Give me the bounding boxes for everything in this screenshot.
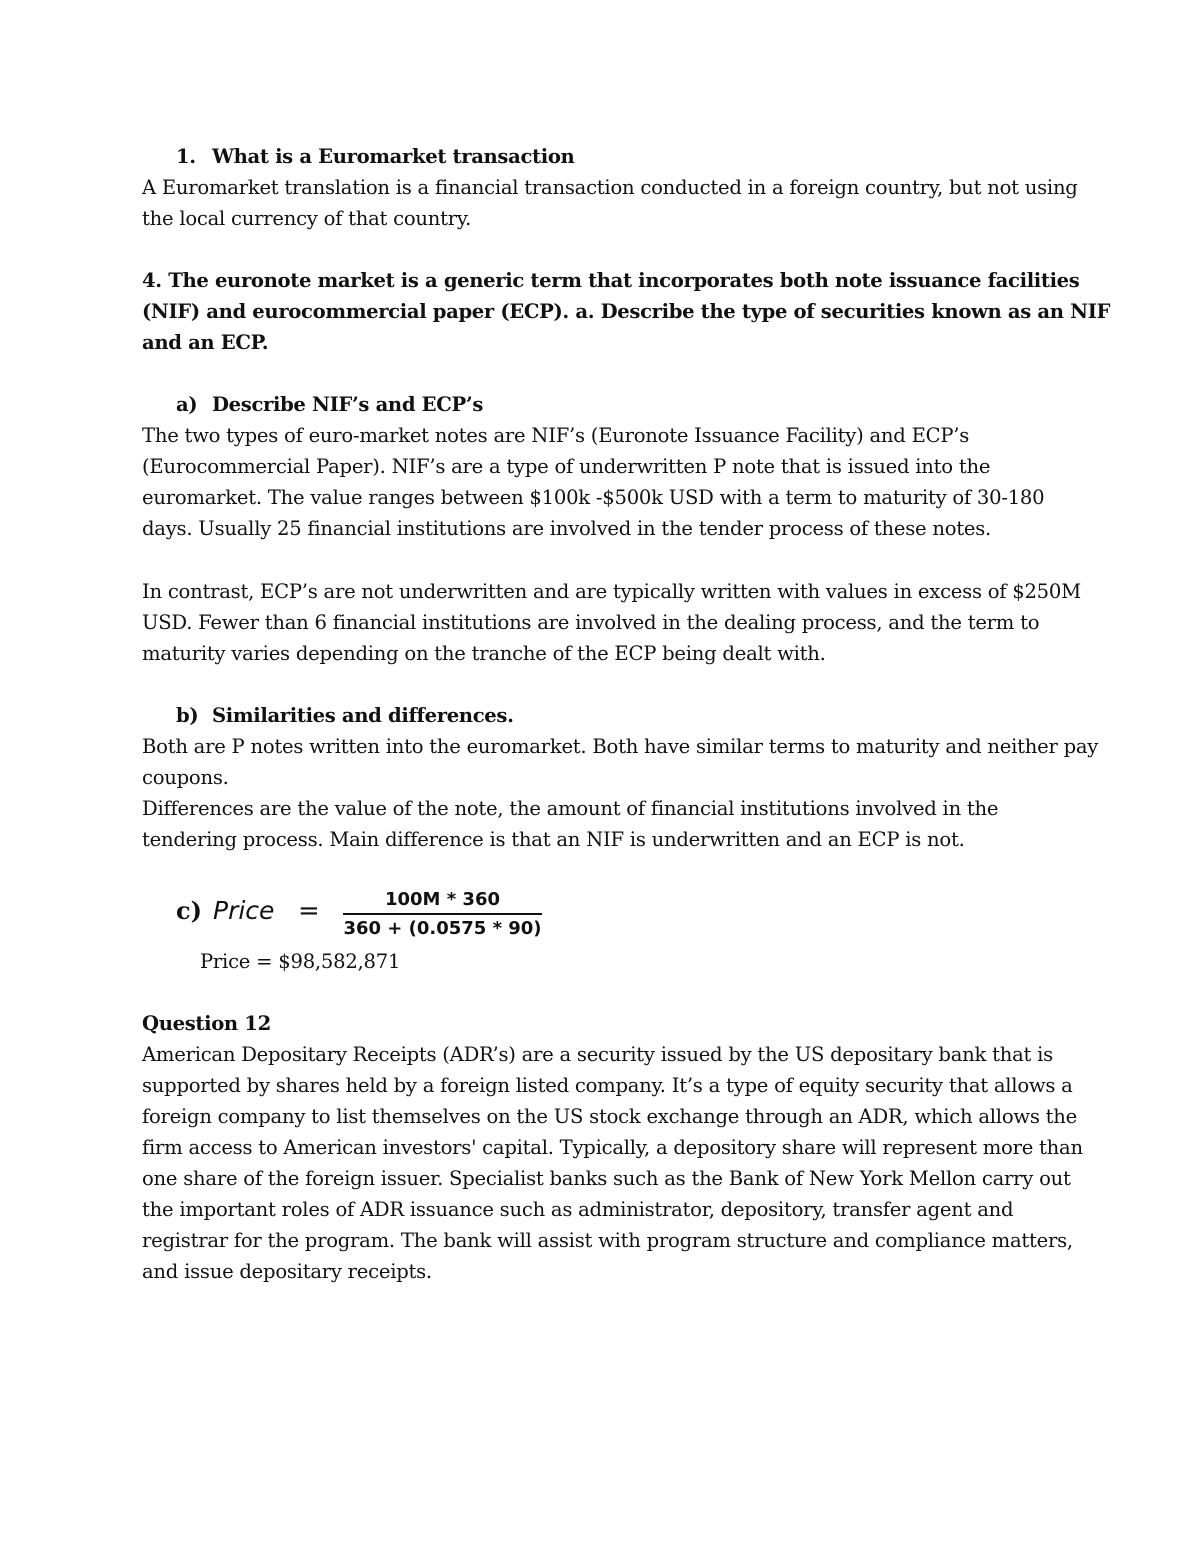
part-b-line-2: coupons. — [142, 766, 229, 789]
fraction-numerator: 100M * 360 — [384, 889, 500, 910]
q12-line-7: registrar for the program. The bank will assist with program structure and compliance matters, — [142, 1229, 1073, 1252]
q12-line-1: American Depositary Receipts (ADR’s) are a security issued by the US depositary bank that is — [142, 1043, 1053, 1066]
equation-lhs: Price — [213, 896, 275, 925]
part-c-marker: c) — [176, 896, 202, 925]
q12-line-8: and issue depositary receipts. — [142, 1260, 432, 1283]
q1-heading — [176, 141, 1106, 172]
q12-heading: Question 12 — [142, 1012, 271, 1035]
q12-line-3: foreign company to list themselves on the US stock exchange through an ADR, which allows the — [142, 1105, 1078, 1128]
part-a-para1-line-4: days. Usually 25 financial institutions are involved in the tender process of these notes. — [142, 517, 992, 540]
fraction-bar — [343, 913, 542, 915]
part-a-para2-line-3: maturity varies depending on the tranche of the ECP being dealt with. — [142, 642, 826, 665]
part-a-para1-line-2: (Eurocommercial Paper). NIF’s are a type of underwritten P note that is issued into the — [142, 455, 991, 478]
part-a-heading-text: Describe NIF’s and ECP’s — [212, 393, 484, 416]
q12-line-2: supported by shares held by a foreign listed company. It’s a type of equity security that allows a — [142, 1074, 1073, 1097]
part-b-line-4: tendering process. Main difference is that an NIF is underwritten and an ECP is not. — [142, 828, 965, 851]
q12-line-6: the important roles of ADR issuance such as administrator, depository, transfer agent and — [142, 1198, 1014, 1221]
part-b-line-3: Differences are the value of the note, the amount of financial institutions involved in the — [142, 797, 999, 820]
part-a-para1-line-1: The two types of euro-market notes are NIF’s (Euronote Issuance Facility) and ECP’s — [142, 424, 970, 447]
part-b-heading-text: Similarities and differences. — [212, 704, 514, 727]
part-a-heading — [176, 389, 1106, 420]
part-a-para2-line-1: In contrast, ECP’s are not underwritten and are typically written with values in excess of $250M — [142, 580, 1081, 603]
equation-equals: = — [298, 896, 320, 926]
q1-number: 1. — [176, 145, 196, 168]
part-a-marker: a) — [176, 393, 198, 416]
q1-heading-text: What is a Euromarket transaction — [212, 145, 575, 168]
part-b-line-1: Both are P notes written into the euromarket. Both have similar terms to maturity and neither pay — [142, 735, 1099, 758]
q12-line-5: one share of the foreign issuer. Specialist banks such as the Bank of New York Mellon carry out — [142, 1167, 1071, 1190]
price-result: Price = $98,582,871 — [200, 950, 401, 973]
part-b-heading — [176, 700, 1106, 731]
part-a-para1-line-3: euromarket. The value ranges between $100k -$500k USD with a term to maturity of 30-180 — [142, 486, 1045, 509]
q12-line-4: firm access to American investors' capital. Typically, a depository share will represent more than — [142, 1136, 1083, 1159]
q1-line-2: the local currency of that country. — [142, 207, 472, 230]
q4-line-2: (NIF) and eurocommercial paper (ECP). a. Describe the type of securities known as an NIF — [142, 300, 1111, 323]
q1-line-1: A Euromarket translation is a financial transaction conducted in a foreign country, but not using — [142, 176, 1078, 199]
part-a-para2-line-2: USD. Fewer than 6 financial institutions are involved in the dealing process, and the term to — [142, 611, 1040, 634]
q4-line-3: and an ECP. — [142, 331, 269, 354]
q4-line-1: 4. The euronote market is a generic term that incorporates both note issuance facilities — [142, 269, 1080, 292]
fraction-denominator: 360 + (0.0575 * 90) — [343, 918, 542, 939]
part-b-marker: b) — [176, 704, 199, 727]
